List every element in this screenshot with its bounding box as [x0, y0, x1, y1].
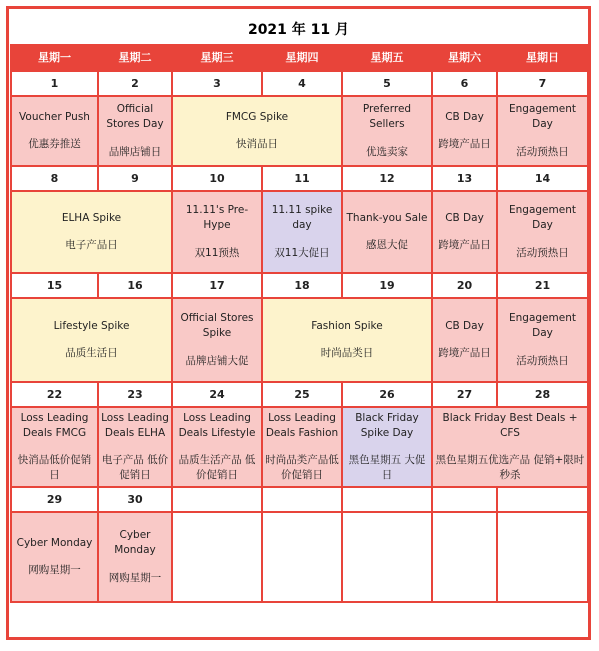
event-title-en: Cyber Monday: [16, 536, 93, 549]
event-cell[interactable]: [262, 407, 342, 487]
date-number: 25: [262, 382, 342, 407]
event-title-cn: 跨境产品日: [438, 347, 491, 359]
event-title-cn: 活动预热日: [516, 145, 569, 158]
weekday-header: 星期三: [172, 45, 262, 71]
date-number: 30: [98, 487, 172, 512]
event-cell[interactable]: [98, 512, 172, 602]
event-cell[interactable]: [11, 407, 98, 487]
date-number: 19: [342, 273, 432, 298]
event-cell[interactable]: [11, 96, 98, 166]
date-number: 13: [432, 166, 497, 191]
event-title-en: Loss Leading Deals Fashion: [265, 411, 339, 439]
event-title-en: Engagement Day: [509, 103, 576, 131]
weekday-header: 星期六: [432, 45, 497, 71]
event-cell[interactable]: [172, 407, 262, 487]
event-title-en: CB Day: [445, 319, 484, 332]
event-title-en: ELHA Spike: [61, 211, 122, 224]
event-cell[interactable]: [11, 512, 98, 602]
event-cell[interactable]: [172, 96, 342, 166]
weekday-header: 星期四: [262, 45, 342, 71]
event-title-en: CB Day: [445, 110, 484, 123]
event-row: [11, 191, 588, 273]
event-title-cn: 品质生活日: [65, 347, 118, 359]
calendar-table: [10, 44, 589, 603]
date-number: [497, 487, 588, 512]
event-title-en: Black Friday Spike Day: [355, 411, 419, 439]
event-cell[interactable]: [497, 96, 588, 166]
event-cell[interactable]: [432, 407, 588, 487]
event-title-cn: 电子产品日: [65, 239, 118, 251]
event-title-en: Official Stores Spike: [180, 312, 254, 340]
weekday-header: 星期一: [11, 45, 98, 71]
date-number: 17: [172, 273, 262, 298]
event-cell[interactable]: [342, 407, 432, 487]
event-title-cn: 快消品日: [236, 138, 278, 150]
event-title-cn: 感恩大促: [366, 239, 408, 251]
event-title-en: Voucher Push: [19, 110, 90, 123]
event-cell[interactable]: [432, 298, 497, 382]
date-number: 11: [262, 166, 342, 191]
event-cell[interactable]: [432, 96, 497, 166]
event-title-cn: 品质生活产品 低价促销日: [178, 454, 256, 482]
event-row: [11, 407, 588, 487]
event-title-en: Fashion Spike: [311, 319, 383, 332]
event-row: [11, 512, 588, 602]
empty-cell: [497, 512, 588, 602]
event-title-en: 11.11's Pre-Hype: [185, 204, 249, 232]
event-title-en: Engagement Day: [509, 204, 576, 232]
date-number: 5: [342, 71, 432, 96]
event-title-cn: 活动预热日: [516, 246, 569, 259]
event-cell[interactable]: [172, 298, 262, 382]
event-title-en: CB Day: [445, 211, 484, 224]
event-title-cn: 双11预热: [194, 246, 240, 259]
event-title-cn: 快消品低价促销日: [17, 454, 92, 482]
event-title-cn: 跨境产品日: [438, 239, 491, 251]
empty-cell: [172, 512, 262, 602]
calendar-title: 2021 年 11 月: [247, 21, 350, 38]
date-number: 12: [342, 166, 432, 191]
event-title-en: Loss Leading Deals FMCG: [20, 411, 89, 439]
date-number: 2: [98, 71, 172, 96]
empty-cell: [262, 512, 342, 602]
date-number: 27: [432, 382, 497, 407]
event-title-cn: 黑色星期五 大促日: [348, 454, 426, 482]
date-number: 20: [432, 273, 497, 298]
date-number: 6: [432, 71, 497, 96]
date-number: 24: [172, 382, 262, 407]
event-cell[interactable]: [11, 298, 172, 382]
date-number: 22: [11, 382, 98, 407]
event-title-en: FMCG Spike: [225, 110, 289, 123]
event-title-en: Engagement Day: [509, 312, 576, 340]
event-title-en: Black Friday Best Deals + CFS: [442, 411, 578, 439]
date-number: 15: [11, 273, 98, 298]
event-title-en: Preferred Sellers: [362, 103, 412, 131]
date-number-row: [11, 166, 588, 191]
date-number: 14: [497, 166, 588, 191]
event-title-en: Cyber Monday: [114, 529, 156, 557]
event-title-en: Thank-you Sale: [346, 211, 428, 224]
event-cell[interactable]: [342, 191, 432, 273]
date-number: [342, 487, 432, 512]
event-title-cn: 网购星期一: [28, 564, 81, 576]
event-row: [11, 298, 588, 382]
date-number: [172, 487, 262, 512]
event-title-cn: 时尚品类日: [320, 347, 374, 359]
event-cell[interactable]: [497, 191, 588, 273]
date-number: 18: [262, 273, 342, 298]
event-title-cn: 跨境产品日: [438, 138, 491, 150]
event-title-cn: 活动预热日: [516, 354, 569, 367]
date-number: 1: [11, 71, 98, 96]
date-number: 21: [497, 273, 588, 298]
event-cell[interactable]: [11, 191, 172, 273]
event-cell[interactable]: [342, 96, 432, 166]
event-cell[interactable]: [172, 191, 262, 273]
event-cell[interactable]: [98, 96, 172, 166]
date-number-row: [11, 273, 588, 298]
date-number: 10: [172, 166, 262, 191]
calendar-frame: [6, 6, 591, 640]
date-number: 3: [172, 71, 262, 96]
weekday-header-row: [11, 45, 588, 71]
event-row: [11, 96, 588, 166]
event-title-cn: 时尚品类产品低价促销日: [265, 454, 339, 482]
event-title-cn: 品牌店铺日: [108, 145, 162, 158]
date-number: 8: [11, 166, 98, 191]
date-number: 23: [98, 382, 172, 407]
event-cell[interactable]: [98, 407, 172, 487]
date-number-row: [11, 487, 588, 512]
empty-cell: [342, 512, 432, 602]
event-title-cn: 黑色星期五优选产品 促销+限时秒杀: [435, 454, 585, 482]
event-title-cn: 双11大促日: [274, 246, 330, 259]
date-number: [432, 487, 497, 512]
weekday-header: 星期日: [497, 45, 588, 71]
event-title-en: 11.11 spike day: [271, 204, 333, 232]
date-number-row: [11, 71, 588, 96]
date-number: 29: [11, 487, 98, 512]
event-title-cn: 优选卖家: [366, 145, 408, 158]
event-title-cn: 品牌店铺大促: [185, 354, 249, 367]
date-number-row: [11, 382, 588, 407]
date-number: 9: [98, 166, 172, 191]
event-cell[interactable]: [432, 191, 497, 273]
event-title-cn: 电子产品 低价促销日: [101, 454, 169, 482]
event-title-cn: 优惠券推送: [28, 138, 81, 150]
date-number: 28: [497, 382, 588, 407]
event-title-en: Lifestyle Spike: [53, 319, 130, 332]
date-number: 4: [262, 71, 342, 96]
event-title-en: Official Stores Day: [106, 103, 164, 131]
date-number: 26: [342, 382, 432, 407]
event-title-en: Loss Leading Deals ELHA: [101, 411, 169, 439]
empty-cell: [432, 512, 497, 602]
date-number: 7: [497, 71, 588, 96]
event-title-cn: 网购星期一: [108, 571, 162, 584]
event-title-en: Loss Leading Deals Lifestyle: [178, 411, 256, 439]
event-cell[interactable]: [262, 191, 342, 273]
date-number: 16: [98, 273, 172, 298]
weekday-header: 星期五: [342, 45, 432, 71]
event-cell[interactable]: [497, 298, 588, 382]
weekday-header: 星期二: [98, 45, 172, 71]
date-number: [262, 487, 342, 512]
event-cell[interactable]: [262, 298, 432, 382]
